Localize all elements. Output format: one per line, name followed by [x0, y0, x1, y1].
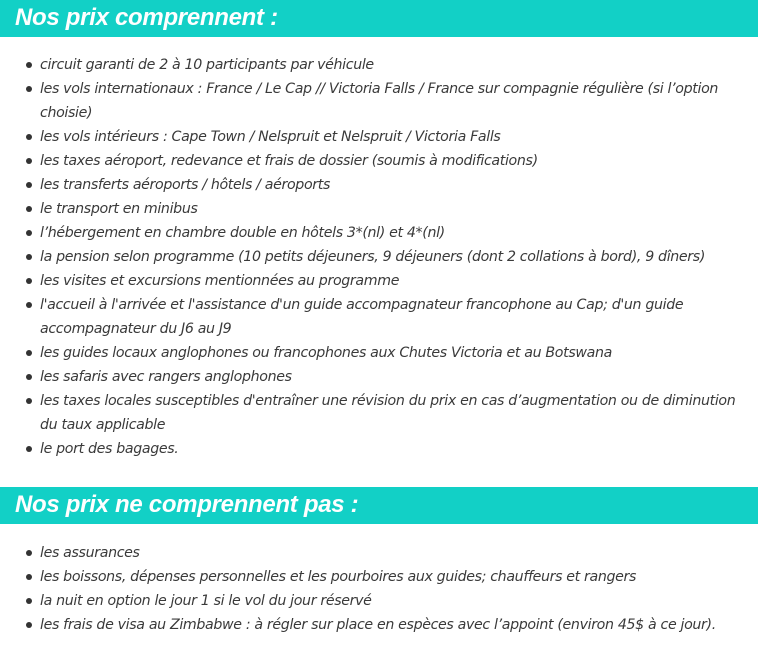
excluded-section: [0, 487, 758, 637]
list-item-text: les safaris avec rangers anglophones: [40, 369, 292, 385]
bullet-icon: [26, 302, 32, 308]
list-item: [0, 173, 758, 197]
list-item-text: le transport en minibus: [40, 201, 198, 217]
list-item: [0, 125, 758, 149]
bullet-icon: [26, 374, 32, 380]
list-item: [0, 221, 758, 245]
bullet-icon: [26, 86, 32, 92]
bullet-icon: [26, 446, 32, 452]
list-item-text: circuit garanti de 2 à 10 participants par véhicule: [40, 57, 374, 73]
list-item-text: l'accueil à l'arrivée et l'assistance d'un guide accompagnateur francophone au Cap; d'un guide accompagnateur du J6 au J9: [40, 297, 684, 337]
list-item-text: les assurances: [40, 545, 140, 561]
list-item-text: les taxes aéroport, redevance et frais de dossier (soumis à modifications): [40, 153, 538, 169]
bullet-icon: [26, 550, 32, 556]
bullet-icon: [26, 230, 32, 236]
excluded-list: [0, 541, 758, 637]
list-item-text: les guides locaux anglophones ou francophones aux Chutes Victoria et au Botswana: [40, 345, 612, 361]
list-item-text: le port des bagages.: [40, 441, 179, 457]
bullet-icon: [26, 62, 32, 68]
list-item: [0, 245, 758, 269]
bullet-icon: [26, 182, 32, 188]
list-item-text: la pension selon programme (10 petits déjeuners, 9 déjeuners (dont 2 collations à bord), 9 dîners): [40, 249, 706, 265]
list-item: [0, 437, 758, 461]
list-item-text: les visites et excursions mentionnées au programme: [40, 273, 400, 289]
list-item-text: les vols intérieurs : Cape Town / Nelspruit et Nelspruit / Victoria Falls: [40, 129, 501, 145]
included-section-title: Nos prix comprennent :: [0, 0, 758, 37]
bullet-icon: [26, 134, 32, 140]
bullet-icon: [26, 158, 32, 164]
list-item: [0, 197, 758, 221]
excluded-section-title: Nos prix ne comprennent pas :: [0, 487, 758, 524]
list-item: [0, 53, 758, 77]
list-item: [0, 149, 758, 173]
included-list: [0, 53, 758, 461]
bullet-icon: [26, 278, 32, 284]
list-item: [0, 269, 758, 293]
list-item: [0, 589, 758, 613]
list-item: [0, 613, 758, 637]
list-item-text: les transferts aéroports / hôtels / aéroports: [40, 177, 331, 193]
bullet-icon: [26, 254, 32, 260]
list-item-text: la nuit en option le jour 1 si le vol du jour réservé: [40, 593, 372, 609]
list-item-text: les vols internationaux : France / Le Cap // Victoria Falls / France sur compagnie régulière (si l’option choisie): [40, 81, 719, 121]
list-item: [0, 541, 758, 565]
bullet-icon: [26, 206, 32, 212]
list-item-text: l’hébergement en chambre double en hôtels 3*(nl) et 4*(nl): [40, 225, 445, 241]
list-item-text: les boissons, dépenses personnelles et les pourboires aux guides; chauffeurs et rangers: [40, 569, 637, 585]
bullet-icon: [26, 398, 32, 404]
list-item: [0, 389, 758, 437]
bullet-icon: [26, 622, 32, 628]
list-item: [0, 77, 758, 125]
bullet-icon: [26, 574, 32, 580]
list-item: [0, 341, 758, 365]
list-item: [0, 565, 758, 589]
bullet-icon: [26, 350, 32, 356]
list-item-text: les taxes locales susceptibles d'entraîner une révision du prix en cas d’augmentation ou de diminution du taux applicable: [40, 393, 736, 433]
list-item-text: les frais de visa au Zimbabwe : à régler sur place en espèces avec l’appoint (environ 45$ à ce jour).: [40, 617, 716, 633]
list-item: [0, 365, 758, 389]
bullet-icon: [26, 598, 32, 604]
list-item: [0, 293, 758, 341]
